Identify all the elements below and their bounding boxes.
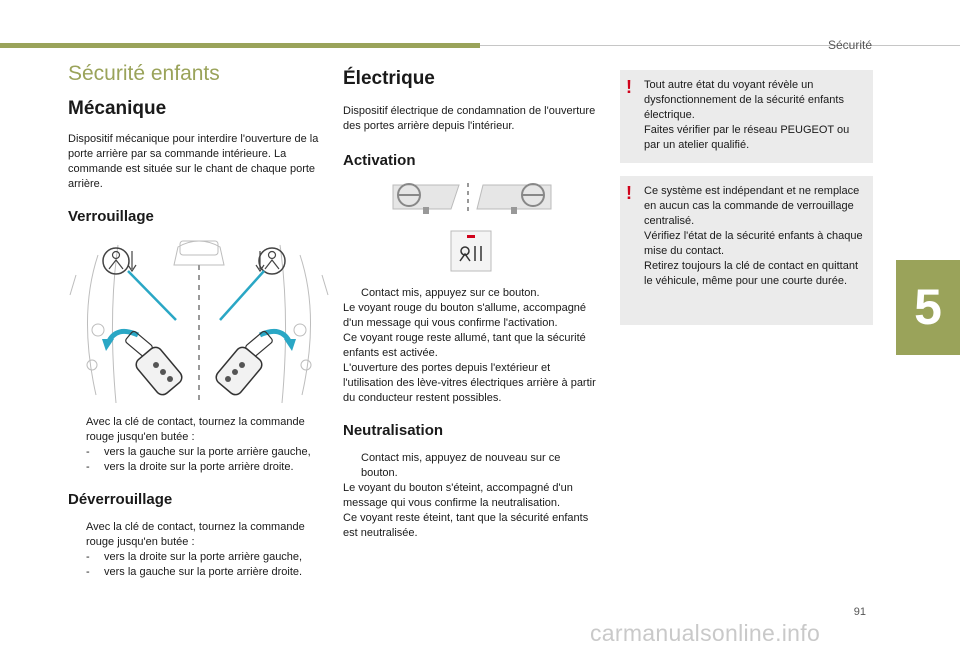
list-item: - vers la droite sur la porte arrière droite.: [86, 461, 294, 473]
car-roof-outline: [174, 241, 224, 265]
child-icon-left: [103, 248, 136, 274]
section-label: Sécurité: [827, 38, 872, 52]
pointer-line-left: [128, 271, 176, 320]
warning-icon: !: [626, 183, 632, 203]
middle-column: [343, 62, 599, 541]
dashboard-illustration: [343, 179, 599, 274]
activation-instruction-text: Contact mis, appuyez sur ce bouton.: [361, 287, 540, 299]
list-item: - vers la gauche sur la porte arrière gauche,: [86, 446, 311, 458]
unlock-instruction: [68, 520, 330, 550]
mechanical-lock-diagram: [68, 235, 330, 407]
warning-icon: !: [626, 77, 632, 97]
dashboard-right-panel: [477, 184, 551, 214]
key-left-icon: [125, 330, 185, 397]
electric-intro: Dispositif électrique de condamnation de l'ouverture des portes arrière depuis l'intérieur.: [343, 105, 596, 132]
watermark: carmanualsonline.info: [590, 620, 821, 646]
dashboard-diagram: [343, 179, 599, 274]
lock-instruction-text: Avec la clé de contact, tournez la commande rouge jusqu'en butée :: [86, 416, 305, 443]
left-edge-line: [70, 275, 76, 295]
header-rule: [480, 45, 960, 46]
left-body-line: [112, 245, 118, 403]
warning-box-malfunction: [620, 70, 873, 163]
section-title: Sécurité enfants: [68, 62, 220, 85]
neutralisation-heading: Neutralisation: [343, 422, 444, 439]
pointer-line-right: [220, 271, 264, 320]
key-right-icon: [213, 330, 273, 397]
list-item: - vers la droite sur la porte arrière gauche,: [86, 551, 303, 563]
right-door-detail-2: [301, 360, 311, 370]
right-door-detail: [294, 324, 306, 336]
electric-title: Électrique: [343, 68, 435, 89]
neutralisation-text: Le voyant du bouton s'éteint, accompagné d'un message qui vous confirme la neutralisation. Ce voyant reste éteint, tant que la sécurité enfants est neutralisée.: [343, 482, 589, 539]
left-column: [68, 62, 330, 580]
left-door-detail-2: [87, 360, 97, 370]
lock-heading: Verrouillage: [68, 208, 154, 225]
page-number: 91: [853, 606, 866, 618]
left-door-detail: [92, 324, 104, 336]
warning-text-independent: Ce système est indépendant et ne remplace en aucun cas la commande de verrouillage centralisé. Vérifiez l'état de la sécurité enfants à chaque mise du contact. Retirez toujours la clé de contact en quittant le véhicule, même pour une courte durée.: [644, 185, 863, 287]
child-lock-button-icon: [451, 231, 491, 271]
right-door-line: [300, 255, 311, 395]
unlock-instruction-text: Avec la clé de contact, tournez la commande rouge jusqu'en butée :: [86, 521, 305, 548]
child-icon-right: [256, 248, 285, 274]
unlock-steps: [68, 550, 330, 580]
activation-instruction: [343, 286, 599, 301]
warning-text-malfunction: Tout autre état du voyant révèle un dysfonctionnement de la sécurité enfants électrique. Faites vérifier par le réseau PEUGEOT ou par un atelier qualifié.: [644, 79, 850, 151]
child-lock-illustration: [68, 235, 330, 407]
left-door-line: [87, 255, 98, 395]
list-item: - vers la gauche sur la porte arrière droite.: [86, 566, 303, 578]
neutralisation-instruction-text: Contact mis, appuyez de nouveau sur ce bouton.: [361, 452, 561, 479]
chapter-tab: 5: [896, 260, 960, 355]
activation-heading: Activation: [343, 152, 416, 169]
lock-instruction: [68, 415, 330, 445]
mechanical-title: Mécanique: [68, 98, 167, 119]
neutralisation-instruction: [343, 451, 599, 481]
dashboard-left-panel: [393, 184, 459, 214]
mechanical-intro: Dispositif mécanique pour interdire l'ouverture de la porte arrière par sa commande intérieure. La commande est située sur le chant de chaque porte arrière.: [68, 133, 319, 190]
activation-text: Le voyant rouge du bouton s'allume, accompagné d'un message qui vous confirme l'activation. Ce voyant rouge reste allumé, tant que la sécurité enfants est activée. L'ouverture des portes depuis l'extérieur et l'utilisation des lève-vitres électriques arrière à partir du conducteur restent possibles.: [343, 302, 596, 404]
warning-box-independent: [620, 176, 873, 325]
lock-steps: [68, 445, 330, 475]
header-accent-bar: [0, 43, 480, 48]
unlock-heading: Déverrouillage: [68, 491, 173, 508]
right-edge-line: [322, 275, 328, 295]
